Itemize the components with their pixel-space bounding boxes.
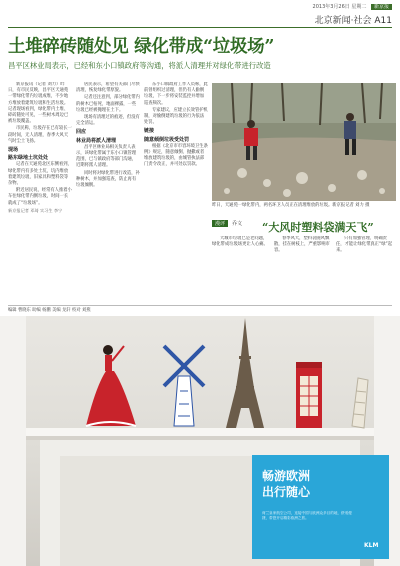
paper-badge: 新京报 bbox=[371, 4, 392, 10]
section-label: 北京新闻·社会 A11 bbox=[314, 16, 392, 26]
subhead-label: 回应 bbox=[76, 129, 87, 136]
paragraph: 新京报讯（记者 刘力）昨日，有市民反映，昌平区天通苑一带绿化带内垃圾成堆，不少地方堆放着建筑垃圾和生活垃圾。记者现场看到，绿化带内土堆、碎砖随处可见，一些树木周边已被垃圾覆盖。 bbox=[8, 82, 69, 125]
ad-fine-print: 荷兰皇家航空公司，连接中国与欧洲众多目的地，舒适便捷，带您开启精彩欧洲之旅。 bbox=[262, 511, 352, 520]
eiffel-tower-icon bbox=[226, 318, 264, 428]
phone-box-icon bbox=[296, 362, 322, 428]
paragraph: 现场有清理过的痕迹，但没有完全清运。 bbox=[76, 115, 140, 127]
date-line bbox=[313, 3, 392, 10]
paragraph: 附近居民说，经常有人推着小车往绿化带内倒垃圾，时间一长就成了“垃圾场”。 bbox=[8, 188, 72, 206]
paragraph: 记者在天通苑北区东侧看到，绿化带内有多处土坑，坑内堆放着建筑垃圾、旧家具和塑料袋等杂物。 bbox=[8, 162, 72, 187]
paragraph: 专家建议，应建立长效管护机制，对偷倒建筑垃圾的行为依法处罚。 bbox=[144, 107, 208, 126]
byline: 新京报记者 邓琦 实习生 李宁 bbox=[8, 207, 63, 213]
article-column-3 bbox=[144, 82, 208, 302]
opinion-column-3 bbox=[336, 236, 394, 302]
leaning-tower-icon bbox=[352, 378, 368, 428]
opinion-column-1 bbox=[212, 236, 270, 302]
paragraph: 同时将对绿化带进行改造，补种树木，并加强巡查，防止再有垃圾倾倒。 bbox=[76, 170, 140, 189]
news-photo bbox=[212, 83, 396, 201]
paragraph: 东小口镇政府工作人员称，此前曾组织过清理，但仍有人偷倒垃圾，下一步将安装监控并增加巡查频次。 bbox=[144, 82, 208, 106]
article-subhead: 昌平区林业局表示，已经和东小口镇政府等沟通，将派人清理并对绿化带进行改造 bbox=[8, 61, 271, 70]
page-header bbox=[0, 0, 400, 30]
ad-title-line-1: 畅游欧洲 bbox=[262, 469, 311, 483]
paragraph: 市民称，垃圾存在已有较长一段时间，无人清理，春季大风天气时尘土飞扬。 bbox=[8, 126, 72, 144]
subhead-label: 链接 bbox=[144, 128, 155, 135]
airline-logo: KLM bbox=[364, 542, 379, 549]
opinion-title: “大风时塑料袋满天飞” bbox=[262, 221, 374, 234]
footer-rule bbox=[8, 305, 392, 306]
paragraph: 记者还注意到，部分绿化带内的树木已枯死，地面裸露，一些垃圾已经被掩埋在土下。 bbox=[76, 95, 140, 113]
paragraph: 大城市垃圾已是老问题，绿化带成垃圾场更让人心痛。 bbox=[212, 236, 268, 248]
opinion-author: 乔文 bbox=[232, 221, 243, 227]
flamenco-doll-icon bbox=[86, 345, 136, 426]
page-credits: 编辑 曹晓东 助编 杨鹏 美编 龙轩 校对 刘燕 bbox=[8, 308, 91, 313]
paragraph: 居民表示，希望有关部门尽快清理，恢复绿化带原貌。 bbox=[76, 82, 140, 94]
windmill-icon bbox=[164, 346, 204, 426]
subhead-label: 现场 bbox=[8, 147, 19, 154]
subhead-title: 林业局将派人清理 bbox=[76, 137, 117, 144]
photo-caption: 昨日，天通苑一绿化带内，两名环卫人员正在清理堆放的垃圾。新京报记者 刘力 摄 bbox=[212, 203, 370, 208]
paragraph: 根据《北京市市容环境卫生条例》规定，随意倾倒、抛撒或者堆放建筑垃圾的，由城管执法部门责令改正，并可处以罚款。 bbox=[144, 143, 208, 168]
paragraph: 昌平区林业局相关负责人表示，该绿化带属于东小口镇管理范围，已与镇政府等部门沟通，近期将派人清理。 bbox=[76, 144, 137, 169]
article-headline: 土堆碎砖随处见 绿化带成“垃圾场” bbox=[8, 37, 275, 57]
photo-illustration bbox=[212, 83, 396, 201]
ad-title bbox=[262, 468, 310, 500]
article-column-1 bbox=[8, 82, 72, 302]
opinion-column-2 bbox=[274, 236, 332, 302]
subhead-title: 随意倾倒垃圾受处罚 bbox=[144, 136, 190, 143]
subhead-title: 路东绿地土坑处处 bbox=[8, 155, 49, 162]
ad-title-line-2: 出行随心 bbox=[262, 485, 311, 499]
issue-date: 2013年3月26日 星期二 bbox=[312, 4, 367, 10]
article-column-2 bbox=[76, 82, 140, 302]
header-rule bbox=[8, 27, 392, 28]
paragraph: 春季风大，塑料袋随风飘散，挂在树枝上，严重影响市容。 bbox=[274, 236, 330, 254]
opinion-tag: 漫评 bbox=[212, 220, 228, 227]
paragraph: 只有加强管理、明确责任，才能让绿化带真正“绿”起来。 bbox=[336, 236, 393, 254]
